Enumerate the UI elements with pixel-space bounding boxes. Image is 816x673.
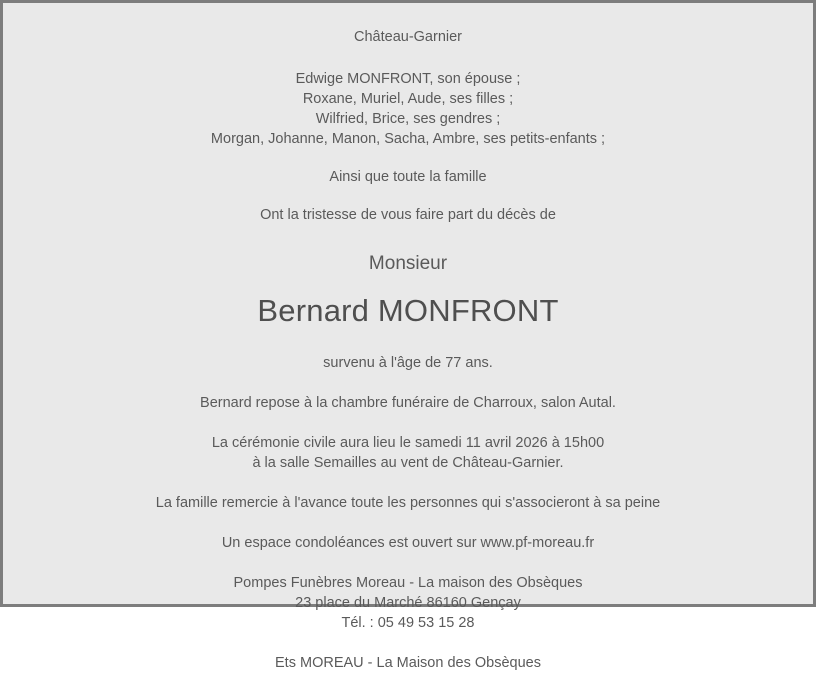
deceased-civility: Monsieur	[368, 253, 448, 274]
footer-line: Ets MOREAU - La Maison des Obsèques	[275, 655, 541, 671]
notice-location: Château-Garnier	[354, 29, 462, 45]
agency-name: Pompes Funèbres Moreau - La maison des Obsèques	[233, 575, 583, 591]
ceremony-details	[43, 433, 773, 473]
family-member-line: Morgan, Johanne, Manon, Sacha, Ambre, ses petits-enfants ;	[210, 131, 606, 147]
family-member-line: Wilfried, Brice, ses gendres ;	[315, 111, 501, 127]
thanks-line: La famille remercie à l'avance toute les personnes qui s'associeront à sa peine	[155, 495, 661, 511]
family-members-list	[43, 69, 773, 149]
ceremony-line: à la salle Semailles au vent de Château-Garnier.	[252, 455, 564, 471]
age-line: survenu à l'âge de 77 ans.	[323, 355, 493, 371]
announcement-line: Ont la tristesse de vous faire part du décès de	[260, 207, 556, 223]
agency-phone: Tél. : 05 49 53 15 28	[341, 615, 475, 631]
family-member-line: Roxane, Muriel, Aude, ses filles ;	[302, 91, 514, 107]
family-member-line: Edwige MONFRONT, son épouse ;	[295, 71, 521, 87]
repose-line: Bernard repose à la chambre funéraire de Charroux, salon Autal.	[200, 395, 616, 411]
condolences-line: Un espace condoléances est ouvert sur www.pf-moreau.fr	[221, 535, 595, 551]
whole-family-line: Ainsi que toute la famille	[329, 169, 487, 185]
agency-address: 23 place du Marché 86160 Gençay	[295, 595, 521, 611]
ceremony-line: La cérémonie civile aura lieu le samedi 11 avril 2026 à 15h00	[211, 435, 605, 451]
deceased-name: Bernard MONFRONT	[257, 293, 559, 328]
funeral-agency-block	[43, 573, 773, 633]
